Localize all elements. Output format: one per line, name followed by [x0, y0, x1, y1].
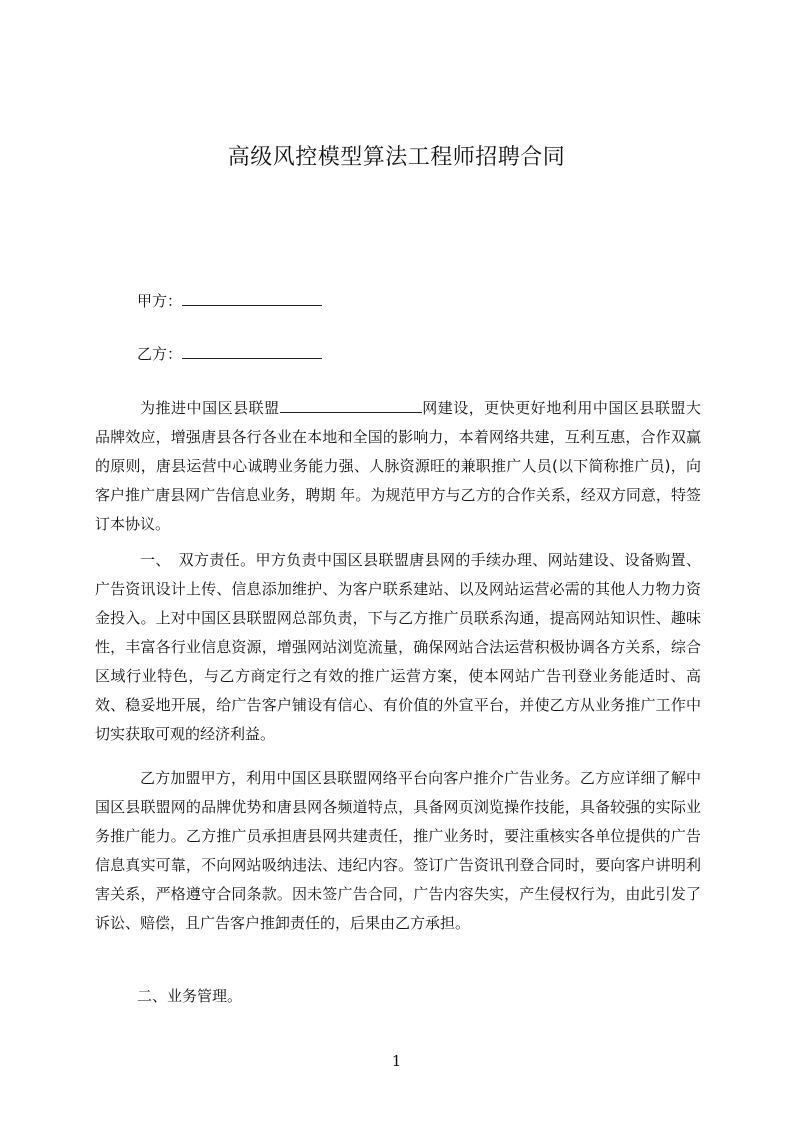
contract-title: 高级风控模型算法工程师招聘合同: [227, 145, 566, 170]
party-a-blank: [182, 291, 322, 306]
section-1-continued-paragraph: 乙方加盟甲方，利用中国区县联盟网络平台向客户推介广告业务。乙方应详细了解中国区县联盟网的品牌优势和唐县网各频道特点，具备网页浏览操作技能，具备较强的实际业务推广能力。乙方推广员承担唐县网共建责任，推广业务时，要注重核实各单位提供的广告信息真实可靠，不向网站吸纳违法、违纪内容。签订广告资讯刊登合同时，要向客户讲明利害关系，严格遵守合同条款。因未签广告合同，广告内容失实，产生侵权行为，由此引发了诉讼、赔偿，且广告客户推卸责任的，后果由乙方承担。: [95, 769, 701, 932]
party-a-line: [137, 291, 322, 311]
intro-text-after-blank: 网建设，更快更好地利用中国区县联盟大品牌效应，增强唐县各行各业在本地和全国的影响力，本着网络共建，互利互惠，合作双赢的原则，唐县运营中心诚聘业务能力强、人脉资源旺的兼职推广人员(以下简称推广员)，向客户推广唐县网广告信息业务，聘期 年。为规范甲方与乙方的合作关系，经双方同意，特签订本协议。: [95, 399, 701, 533]
section-2-heading: 二、业务管理。: [137, 987, 243, 1005]
section-1-paragraph: 一、 双方责任。甲方负责中国区县联盟唐县网的手续办理、网站建设、设备购置、广告资讯设计上传、信息添加维护、为客户联系建站、以及网站运营必需的其他人力物力资金投入。上对中国区县联盟网总部负责，下与乙方推广员联系沟通，提高网站知识性、趣味性，丰富各行业信息资源，增强网站浏览流量，确保网站合法运营积极协调各方关系，综合区域行业特色，与乙方商定行之有效的推广运营方案，使本网站广告刊登业务能适时、高效、稳妥地开展，给广告客户铺设有信心、有价值的外宣平台，并使乙方从业务推广工作中切实获取可观的经济利益。: [95, 551, 701, 743]
party-b-blank: [182, 344, 322, 359]
party-a-label: 甲方：: [137, 292, 183, 310]
intro-paragraph: [95, 394, 701, 539]
intro-text-before-blank: 为推进中国区县联盟: [140, 399, 280, 417]
alliance-name-blank: [280, 398, 422, 413]
page-number: 1: [391, 1052, 402, 1070]
party-b-line: [137, 344, 322, 364]
party-b-label: 乙方：: [137, 345, 183, 363]
